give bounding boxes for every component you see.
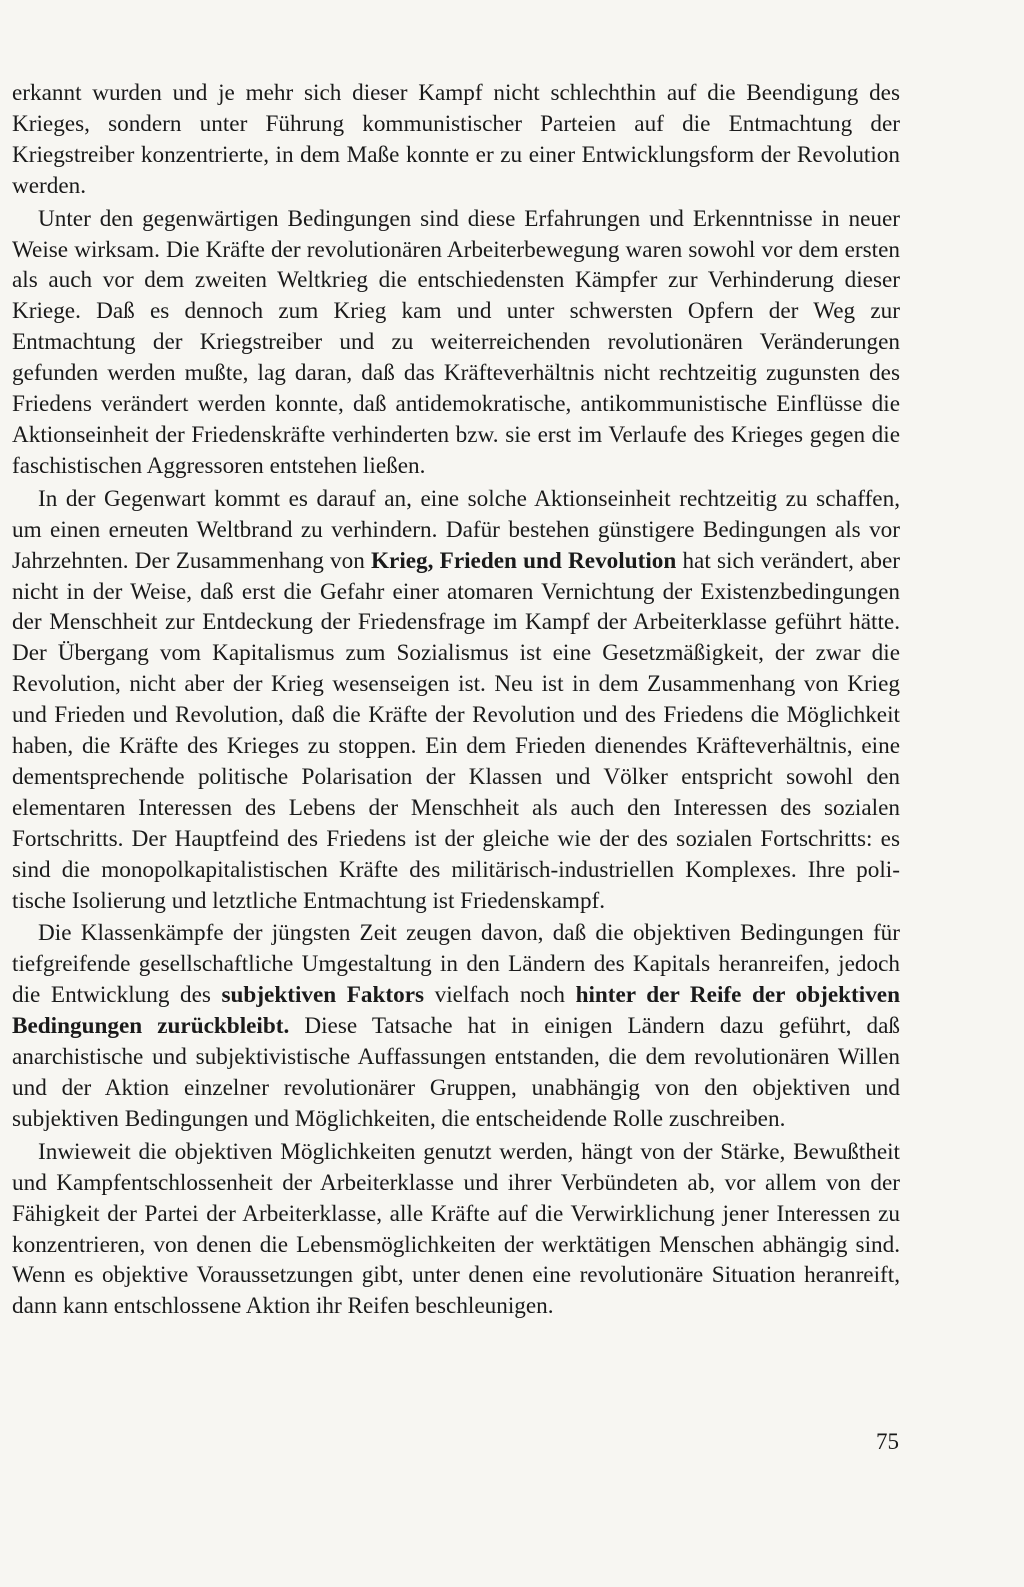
paragraph-5-text: Inwieweit die objektiven Möglichkeiten genutzt werden, hängt von der Stärke, Bewußtheit und Kampfentschlossenheit der Arbeiterklasse und ihrer Verbündeten ab, vor allem von der Fähigkeit der Partei der Arbeiterklasse, alle Kräfte auf die Verwirklichung jener Interessen zu konzentrieren, von denen die Lebensmöglichkeiten der werktätigen Menschen abhängig sind. Wenn es objektive Voraussetzungen gibt, unter denen eine revolutionäre Situation heranreift, dann kann entschlossene Aktion ihr Reifen beschleunigen.	[12, 1138, 900, 1320]
paragraph-2	[12, 204, 900, 482]
paragraph-1	[12, 78, 900, 202]
paragraph-4-text-b: vielfach noch	[424, 982, 576, 1009]
paragraph-4	[12, 918, 900, 1134]
paragraph-4-text-c: Diese Tatsache hat in einigen Ländern dazu geführt, daß anarchistische und subjektivistische Auffassungen entstanden, die dem revolutionären Willen und der Aktion einzelner revolutionärer Gruppen, unabhängig von den objektiven und subjektiven Bedingungen und Möglichkeiten, die entscheidende Rolle zuschreiben.	[12, 1013, 901, 1132]
paragraph-4-text-a: Die Klassenkämpfe der jüngsten Zeit zeugen davon, daß die objektiven Bedingungen für tiefgreifende gesellschaftliche Umgestaltung in den Ländern des Kapitals heranreifen, jedoch die Entwicklung des	[12, 920, 900, 1009]
paragraph-1-text: erkannt wurden und je mehr sich dieser Kampf nicht schlechthin auf die Beendigung des Krieges, sondern unter Führung kommunistischer Parteien auf die Entmachtung der Kriegstreiber konzentrierte, in dem Maße konnte er zu einer Entwicklungsform der Revolution werden.	[12, 80, 900, 199]
paragraph-3-text-b: hat sich verändert, aber nicht in der Weise, daß erst die Gefahr einer atomaren Vernichtung der Existenzbedingungen der Menschheit zur Entdeckung der Friedensfrage im Kampf der Arbeiterklasse geführt hätte. Der Übergang vom Kapitalismus zum Sozialismus ist eine Gesetzmäßigkeit, der zwar die Revolution, nicht aber der Krieg wesenseigen ist. Neu ist in dem Zusammenhang von Krieg und Frieden und Revolution, daß die Kräfte der Revolution und des Friedens die Möglichkeit haben, die Kräfte des Krieges zu stoppen. Ein dem Frieden dienendes Kräfteverhältnis, eine dementsprechende politische Polarisation der Klassen und Völker entspricht sowohl den elementaren Interessen des Lebens der Menschheit als auch den Interessen des sozialen Fortschritts. Der Hauptfeind des Friedens ist der gleiche wie der des sozialen Fortschritts: es sind die monopolkapitalistischen Kräfte des militärisch-industriellen Komplexes. Ihre politische Isolierung und letztliche Entmachtung ist Friedenskampf.	[12, 547, 900, 914]
page-number: 75	[876, 1429, 899, 1454]
paragraph-3-text-a: In der Gegenwart kommt es darauf an, eine solche Aktionseinheit rechtzeitig zu schaffen, um einen erneuten Weltbrand zu verhindern. Dafür bestehen günstigere Bedingungen als vor Jahrzehnten. Der Zusammenhang von	[12, 485, 900, 574]
paragraph-3	[12, 484, 900, 917]
emphasis-reife-bedingungen: hinter der Reife der objektiven Bedingungen zurückbleibt.	[12, 982, 900, 1040]
paragraph-5	[12, 1137, 900, 1322]
emphasis-subjektiver-faktor: subjektiven Faktors	[221, 982, 425, 1009]
book-page	[12, 78, 900, 1324]
emphasis-krieg-frieden-revolution: Krieg, Frieden und Revolution	[371, 547, 677, 574]
paragraph-2-text: Unter den gegenwärtigen Bedingungen sind diese Erfahrungen und Erkenntnisse in neuer Weise wirksam. Die Kräfte der revolutionären Arbeiterbewegung waren sowohl vor dem ersten als auch vor dem zweiten Weltkrieg die entschiedensten Kämpfer zur Verhinderung dieser Kriege. Daß es dennoch zum Krieg kam und unter schwersten Opfern der Weg zur Entmachtung der Kriegstreiber und zu weiterreichenden revolutionären Veränderungen gefunden werden mußte, lag daran, daß das Kräfteverhältnis nicht rechtzeitig zugunsten des Friedens verändert werden konnte, daß antidemokratische, antikommunistische Einflüsse die Aktionseinheit der Friedenskräfte verhinderten bzw. sie erst im Verlaufe des Krieges gegen die faschistischen Aggressoren entstehen ließen.	[12, 205, 900, 479]
